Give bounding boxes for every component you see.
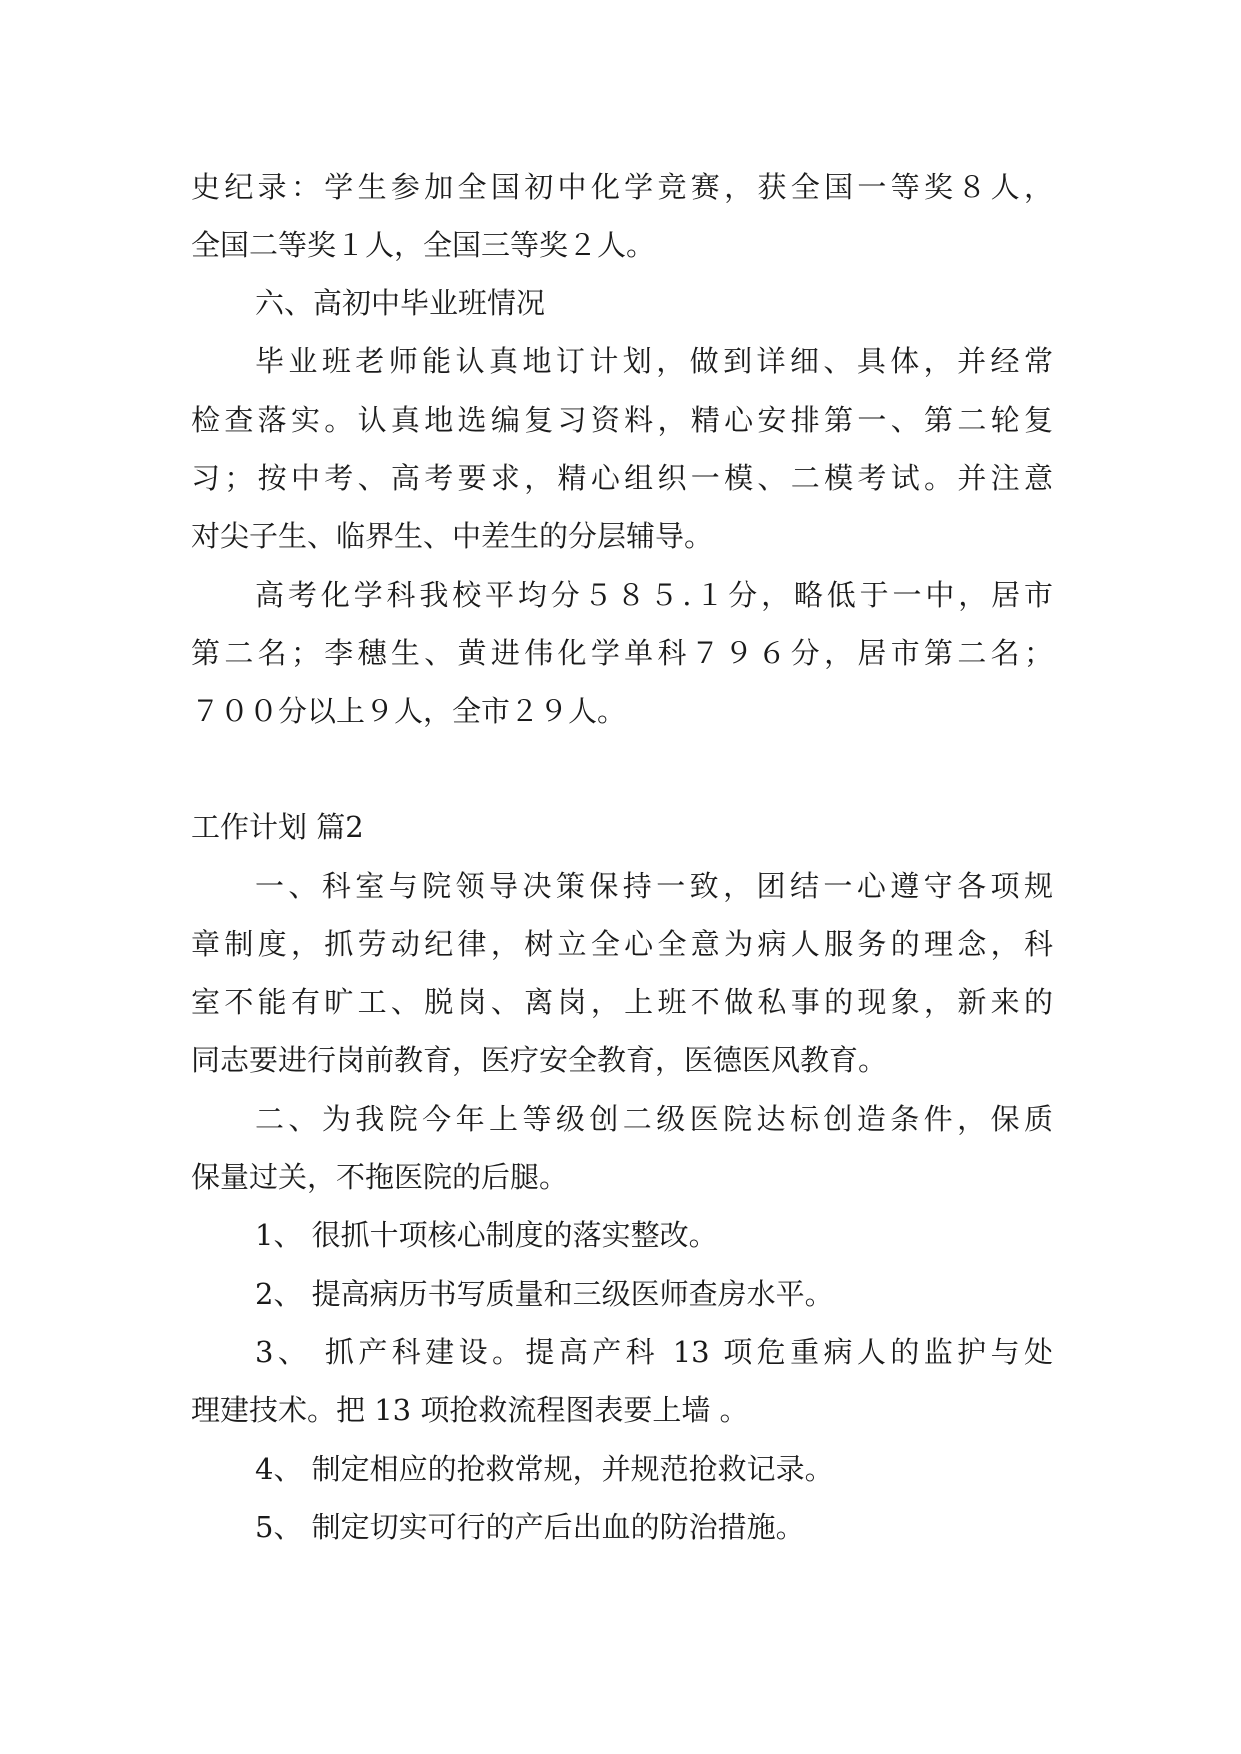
section-heading: 六、高初中毕业班情况 bbox=[255, 286, 546, 320]
list-item: 5、 制定切实可行的产后出血的防治措施。 bbox=[255, 1510, 805, 1544]
text-line: 章制度，抓劳动纪律，树立全心全意为病人服务的理念，科 bbox=[191, 927, 1053, 961]
list-item: 4、 制定相应的抢救常规，并规范抢救记录。 bbox=[255, 1452, 834, 1486]
text-line: 保量过关，不拖医院的后腿。 bbox=[191, 1160, 569, 1194]
text-line: 二、为我院今年上等级创二级医院达标创造条件，保质 bbox=[255, 1102, 1053, 1136]
text-line: 室不能有旷工、脱岗、离岗，上班不做私事的现象，新来的 bbox=[191, 985, 1053, 1019]
text-line: 检查落实。认真地选编复习资料，精心安排第一、第二轮复 bbox=[191, 403, 1053, 437]
list-item: 3、 抓产科建设。提高产科 13 项危重病人的监护与处 bbox=[255, 1335, 1053, 1369]
text-line: 同志要进行岗前教育，医疗安全教育，医德医风教育。 bbox=[191, 1043, 888, 1077]
text-line: 毕业班老师能认真地订计划，做到详细、具体，并经常 bbox=[255, 344, 1053, 378]
text-line: 全国二等奖１人，全国三等奖２人。 bbox=[191, 228, 656, 262]
text-line: 习；按中考、高考要求，精心组织一模、二模考试。并注意 bbox=[191, 461, 1053, 495]
text-line: ７００分以上９人，全市２９人。 bbox=[191, 694, 627, 728]
list-item: 2、 提高病历书写质量和三级医师查房水平。 bbox=[255, 1277, 834, 1311]
list-item: 1、 很抓十项核心制度的落实整改。 bbox=[255, 1218, 718, 1252]
document-title: 工作计划 篇2 bbox=[191, 810, 364, 844]
text-line: 史纪录：学生参加全国初中化学竞赛，获全国一等奖８人， bbox=[191, 170, 1053, 204]
text-line: 高考化学科我校平均分５８５.１分，略低于一中，居市 bbox=[255, 578, 1053, 612]
text-line: 第二名；李穗生、黄进伟化学单科７９６分，居市第二名； bbox=[191, 636, 1053, 670]
text-line: 一、科室与院领导决策保持一致，团结一心遵守各项规 bbox=[255, 869, 1053, 903]
text-line: 理建技术。把 13 项抢救流程图表要上墙 。 bbox=[191, 1393, 749, 1427]
text-line: 对尖子生、临界生、中差生的分层辅导。 bbox=[191, 519, 714, 553]
